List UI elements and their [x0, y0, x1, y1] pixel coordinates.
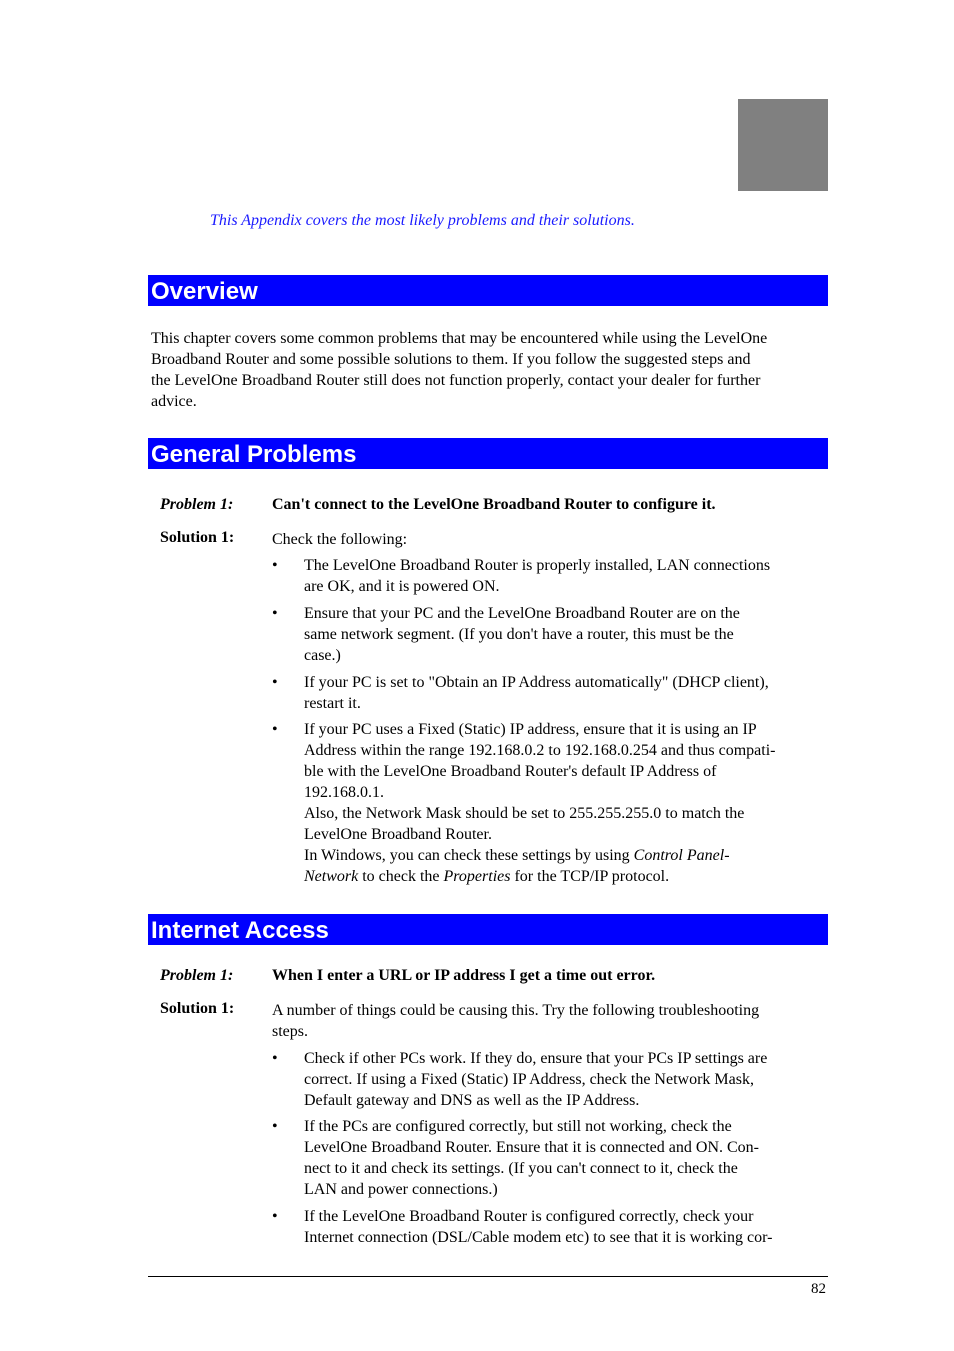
bullet-line: are OK, and it is powered ON. [304, 578, 500, 595]
footer-rule [148, 1276, 828, 1277]
bullet-dot: • [272, 1118, 278, 1135]
bullet-line: If your PC is set to "Obtain an IP Address automatically" (DHCP client), [304, 674, 769, 691]
general-problem-label: Problem 1: [160, 496, 234, 513]
page-number: 82 [811, 1281, 826, 1297]
general-solution-text: Check the following: [272, 531, 408, 548]
bullet-line: Internet connection (DSL/Cable modem etc) to see that it is working cor- [304, 1229, 773, 1246]
bullet-line: case.) [304, 647, 341, 664]
bullet-line: If the PCs are configured correctly, but still not working, check the [304, 1118, 732, 1135]
bullet-line: nect to it and check its settings. (If you can't connect to it, check the [304, 1160, 738, 1177]
solution-line: steps. [272, 1023, 308, 1040]
overview-line: Broadband Router and some possible solutions to them. If you follow the suggested steps and [151, 351, 751, 368]
bullet-dot: • [272, 721, 278, 738]
bullet-line: Also, the Network Mask should be set to 255.255.255.0 to match the [304, 805, 745, 822]
bullet-text: to check the [358, 868, 444, 885]
general-problems-heading: General Problems [148, 438, 828, 469]
bullet-line: LevelOne Broadband Router. Ensure that it is connected and ON. Con- [304, 1139, 759, 1156]
bullet-line: 192.168.0.1. [304, 784, 384, 801]
bullet-line: Check if other PCs work. If they do, ensure that your PCs IP settings are [304, 1050, 768, 1067]
control-panel-term: Control Panel- [633, 847, 730, 864]
internet-problem-label: Problem 1: [160, 967, 234, 984]
bullet-text: In Windows, you can check these settings by using [304, 847, 634, 864]
bullet-dot: • [272, 557, 278, 574]
bullet-line: restart it. [304, 695, 361, 712]
bullet-dot: • [272, 1050, 278, 1067]
bullet-dot: • [272, 605, 278, 622]
bullet-line: ble with the LevelOne Broadband Router's default IP Address of [304, 763, 717, 780]
bullet-dot: • [272, 1208, 278, 1225]
bullet-line: correct. If using a Fixed (Static) IP Address, check the Network Mask, [304, 1071, 754, 1088]
overview-heading: Overview [148, 275, 828, 306]
bullet-dot: • [272, 674, 278, 691]
internet-access-heading: Internet Access [148, 914, 828, 945]
general-solution-label: Solution 1: [160, 529, 235, 546]
bullet-line: If the LevelOne Broadband Router is configured correctly, check your [304, 1208, 754, 1225]
appendix-intro: This Appendix covers the most likely problems and their solutions. [210, 212, 635, 229]
bullet-line: Ensure that your PC and the LevelOne Broadband Router are on the [304, 605, 740, 622]
bullet-line: The LevelOne Broadband Router is properly installed, LAN connections [304, 557, 771, 574]
bullet-line: LAN and power connections.) [304, 1181, 498, 1198]
internet-problem-text: When I enter a URL or IP address I get a time out error. [272, 967, 656, 984]
overview-line: the LevelOne Broadband Router still does not function properly, contact your dealer for further [151, 372, 761, 389]
internet-solution-label: Solution 1: [160, 1000, 235, 1017]
bullet-line: LevelOne Broadband Router. [304, 826, 492, 843]
bullet-line: If your PC uses a Fixed (Static) IP address, ensure that it is using an IP [304, 721, 757, 738]
bullet-text: for the TCP/IP protocol. [510, 868, 670, 885]
bullet-line: Default gateway and DNS as well as the IP Address. [304, 1092, 640, 1109]
bullet-line: Address within the range 192.168.0.2 to 192.168.0.254 and thus compati- [304, 742, 776, 759]
overview-line: This chapter covers some common problems that may be encountered while using the LevelOne [151, 330, 768, 347]
solution-line: A number of things could be causing this. Try the following troubleshooting [272, 1002, 760, 1019]
chapter-tab-block [738, 99, 828, 191]
bullet-line [304, 845, 820, 866]
overview-paragraph [151, 328, 831, 412]
bullet-line [304, 866, 820, 887]
overview-line: advice. [151, 393, 197, 410]
network-term: Network [304, 868, 359, 885]
bullet-line: same network segment. (If you don't have a router, this must be the [304, 626, 734, 643]
properties-term: Properties [443, 868, 511, 885]
general-problem-text: Can't connect to the LevelOne Broadband Router to configure it. [272, 496, 716, 513]
internet-solution-text [272, 1000, 820, 1042]
